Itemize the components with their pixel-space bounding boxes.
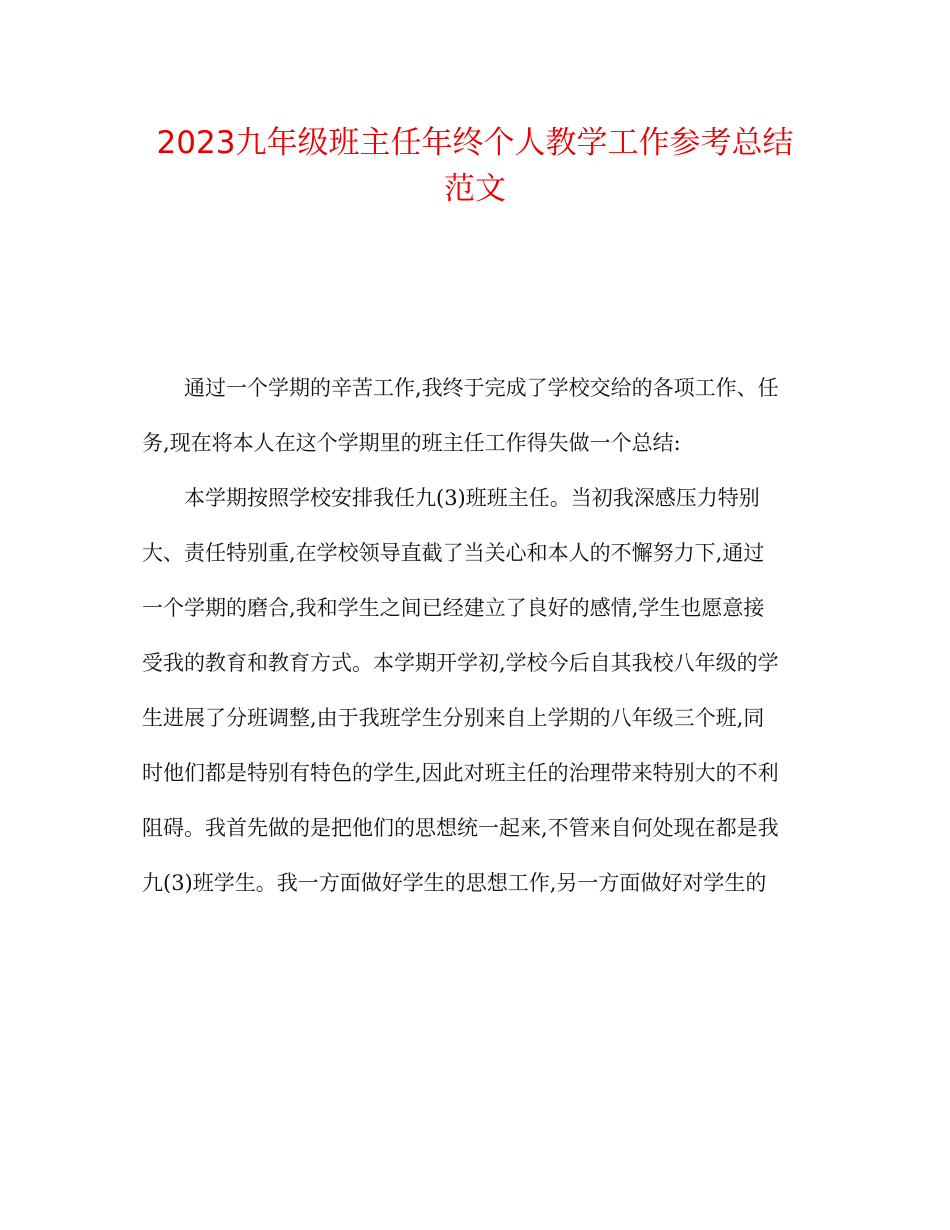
paragraph-2-line-7: 阻碍。我首先做的是把他们的思想统一起来,不管来自何处现在都是我 — [142, 816, 779, 840]
paragraph-2-line-1: 本学期按照学校安排我任九(3)班班主任。当初我深感压力特别 — [184, 486, 760, 510]
paragraph-2-line-4: 受我的教育和教育方式。本学期开学初,学校今后自其我校八年级的学 — [142, 651, 779, 675]
paragraph-2-line-5: 生进展了分班调整,由于我班学生分别来自上学期的八年级三个班,同 — [142, 706, 765, 730]
title-line-1: 2023九年级班主任年终个人教学工作参考总结 — [156, 125, 794, 161]
document-body — [142, 361, 812, 911]
title-line-2: 范文 — [444, 171, 506, 207]
paragraph-2-line-6: 时他们都是特别有特色的学生,因此对班主任的治理带来特别大的不利 — [142, 761, 779, 785]
document-title — [120, 120, 830, 212]
paragraph-2-line-8: 九(3)班学生。我一方面做好学生的思想工作,另一方面做好对学生的 — [142, 871, 767, 895]
paragraph-1-line-2: 务,现在将本人在这个学期里的班主任工作得失做一个总结: — [142, 431, 681, 455]
paragraph-2-line-2: 大、责任特别重,在学校领导直截了当关心和本人的不懈努力下,通过 — [142, 541, 765, 565]
paragraph-1-line-1: 通过一个学期的辛苦工作,我终于完成了学校交给的各项工作、任 — [184, 376, 779, 400]
paragraph-2-line-3: 一个学期的磨合,我和学生之间已经建立了良好的感情,学生也愿意接 — [142, 596, 765, 620]
